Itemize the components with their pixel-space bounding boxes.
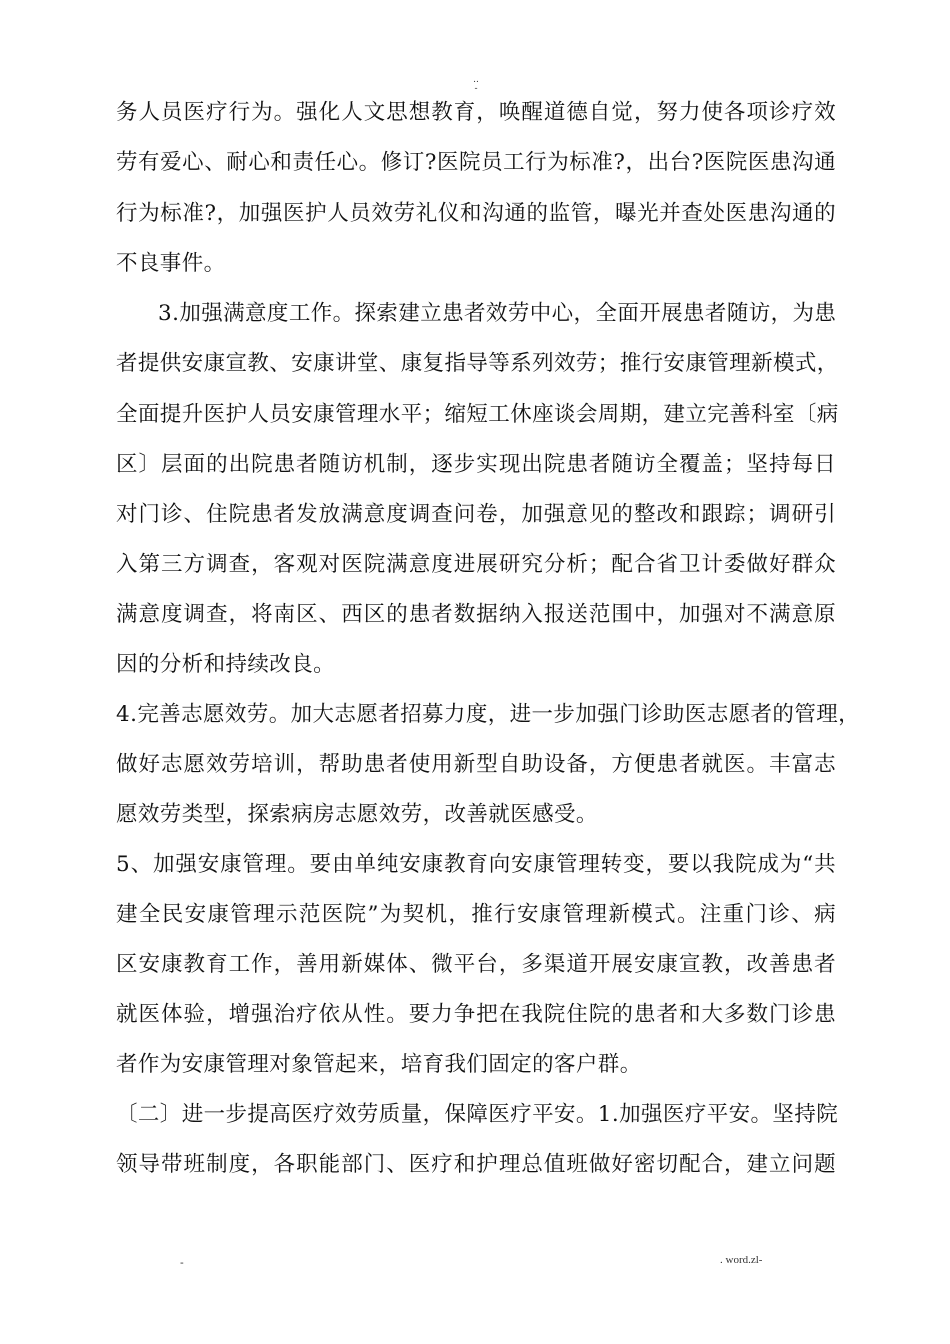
text-line: 愿效劳类型，探索病房志愿效劳，改善就医感受。 (116, 802, 598, 827)
text-line: 全面提升医护人员安康管理水平；缩短工休座谈会周期，建立完善科室〔病 (116, 402, 839, 427)
footer-right-text: . word.zl- (720, 1254, 763, 1266)
text-line: 3.加强满意度工作。探索建立患者效劳中心，全面开展患者随访，为患 (158, 301, 837, 326)
text-line: 5、加强安康管理。要由单纯安康教育向安康管理转变，要以我院成为“共 (116, 852, 836, 877)
text-line: 入第三方调查，客观对医院满意度进展研究分析；配合省卫计委做好群众 (116, 552, 836, 577)
text-line: 领导带班制度，各职能部门、医疗和护理总值班做好密切配合，建立问题 (116, 1152, 836, 1177)
text-line: 4.完善志愿效劳。加大志愿者招募力度，进一步加强门诊助医志愿者的管理， (116, 702, 861, 727)
text-line: 者作为安康管理对象管起来，培育我们固定的客户群。 (116, 1052, 642, 1077)
header-mark-bottom: - (474, 84, 478, 94)
text-line: 劳有爱心、耐心和责任心。修订?医院员工行为标准?，出台?医院医患沟通 (116, 150, 836, 175)
text-line: 务人员医疗行为。强化人文思想教育，唤醒道德自觉，努力使各项诊疗效 (116, 100, 836, 125)
header-mark (470, 76, 482, 94)
footer-left-mark: - (180, 1256, 184, 1269)
text-line: 〔二〕进一步提高医疗效劳质量，保障医疗平安。1.加强医疗平安。坚持院 (116, 1102, 839, 1127)
text-line: 建全民安康管理示范医院”为契机，推行安康管理新模式。注重门诊、病 (116, 902, 836, 927)
text-line: 区安康教育工作，善用新媒体、微平台，多渠道开展安康宣教，改善患者 (116, 952, 836, 977)
text-line: 者提供安康宣教、安康讲堂、康复指导等系列效劳；推行安康管理新模式， (116, 351, 839, 376)
text-line: 区〕层面的出院患者随访机制，逐步实现出院患者随访全覆盖；坚持每日 (116, 452, 836, 477)
text-line: 行为标准?，加强医护人员效劳礼仪和沟通的监管，曝光并查处医患沟通的 (116, 201, 836, 226)
text-line: 对门诊、住院患者发放满意度调查问卷，加强意见的整改和跟踪；调研引 (116, 502, 836, 527)
text-line: 不良事件。 (116, 251, 226, 276)
header-mark-top: .. (473, 75, 479, 85)
text-line: 做好志愿效劳培训，帮助患者使用新型自助设备，方便患者就医。丰富志 (116, 752, 836, 777)
text-line: 就医体验，增强治疗依从性。要力争把在我院住院的患者和大多数门诊患 (116, 1002, 836, 1027)
text-line: 因的分析和持续改良。 (116, 652, 336, 677)
text-line: 满意度调查，将南区、西区的患者数据纳入报送范围中，加强对不满意原 (116, 602, 836, 627)
